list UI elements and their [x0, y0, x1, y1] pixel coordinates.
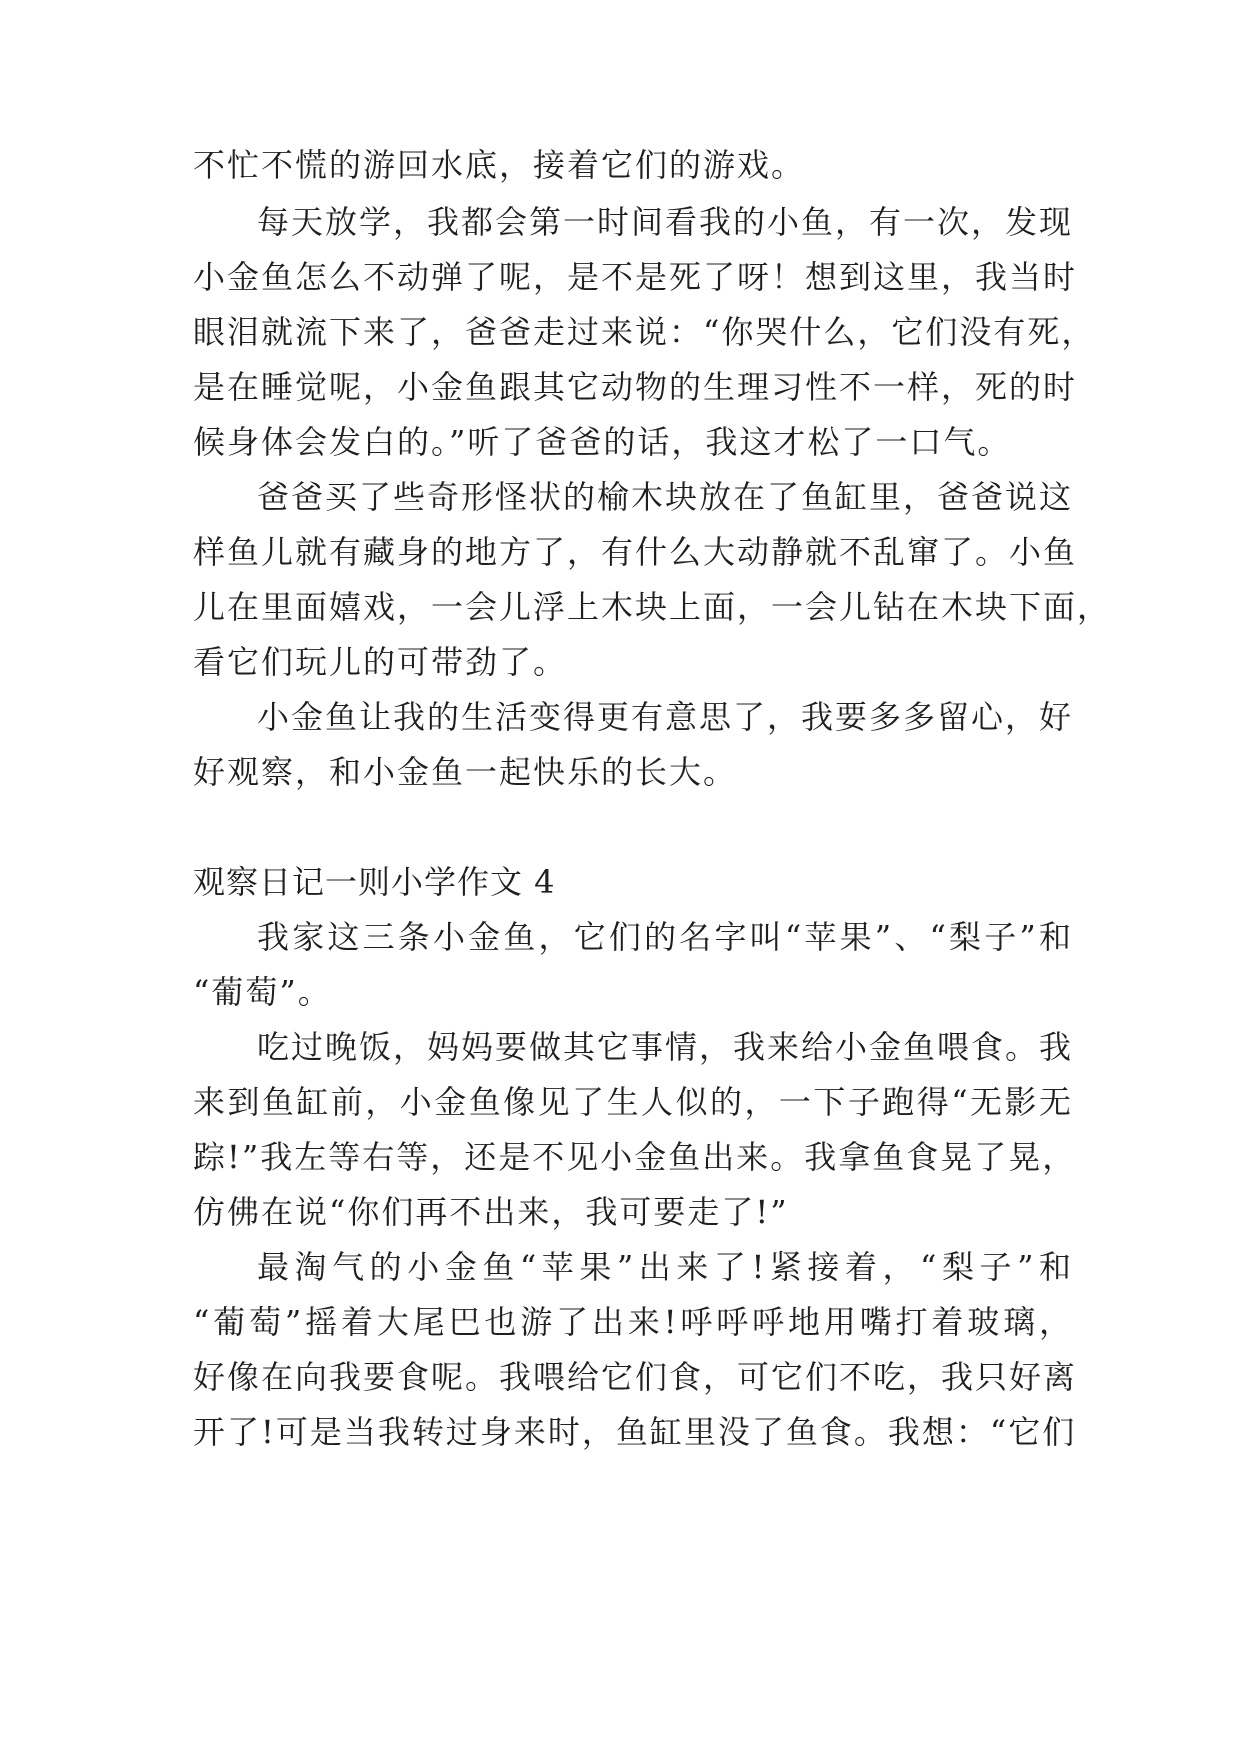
paragraph-line: 吃过晚饭，妈妈要做其它事情，我来给小金鱼喂食。我: [257, 1028, 1074, 1066]
paragraph-line: 小金鱼让我的生活变得更有意思了，我要多多留心，好: [257, 698, 1074, 736]
paragraph-line: 看它们玩儿的可带劲了。: [193, 643, 568, 681]
paragraph-line: 我家这三条小金鱼，它们的名字叫“苹果”、“梨子”和: [257, 918, 1073, 956]
paragraph-line: 候身体会发白的。”听了爸爸的话，我这才松了一口气。: [193, 423, 1012, 461]
paragraph-tail-line: 不忙不慌的游回水底，接着它们的游戏。: [193, 146, 806, 184]
paragraph-line: 好观察，和小金鱼一起快乐的长大。: [193, 753, 738, 791]
paragraph-line: 开了!可是当我转过身来时，鱼缸里没了鱼食。我想：“它们: [193, 1413, 1077, 1451]
paragraph-line: 爸爸买了些奇形怪状的榆木块放在了鱼缸里，爸爸说这: [257, 478, 1074, 516]
paragraph-line: 踪!”我左等右等，还是不见小金鱼出来。我拿鱼食晃了晃，: [193, 1138, 1077, 1176]
paragraph-line: 儿在里面嬉戏，一会儿浮上木块上面，一会儿钻在木块下面，: [193, 588, 1112, 626]
paragraph-line: 样鱼儿就有藏身的地方了，有什么大动静就不乱窜了。小鱼: [193, 533, 1078, 571]
paragraph-line: 来到鱼缸前，小金鱼像见了生人似的，一下子跑得“无影无: [193, 1083, 1073, 1121]
paragraph-line: “葡萄”摇着大尾巴也游了出来!呼呼呼地用嘴打着玻璃，: [193, 1303, 1073, 1341]
paragraph-line: 好像在向我要食呢。我喂给它们食，可它们不吃，我只好离: [193, 1358, 1078, 1396]
paragraph-line: 每天放学，我都会第一时间看我的小鱼，有一次，发现: [257, 203, 1074, 241]
paragraph-line: 是在睡觉呢，小金鱼跟其它动物的生理习性不一样，死的时: [193, 368, 1078, 406]
paragraph-line: “葡萄”。: [193, 973, 332, 1011]
section-heading: 观察日记一则小学作文 4: [193, 863, 556, 901]
paragraph-line: 仿佛在说“你们再不出来，我可要走了!”: [193, 1193, 789, 1231]
paragraph-line: 最淘气的小金鱼“苹果”出来了!紧接着，“梨子”和: [257, 1248, 1073, 1286]
paragraph-line: 小金鱼怎么不动弹了呢，是不是死了呀！想到这里，我当时: [193, 258, 1078, 296]
paragraph-line: 眼泪就流下来了，爸爸走过来说：“你哭什么，它们没有死，: [193, 313, 1096, 351]
